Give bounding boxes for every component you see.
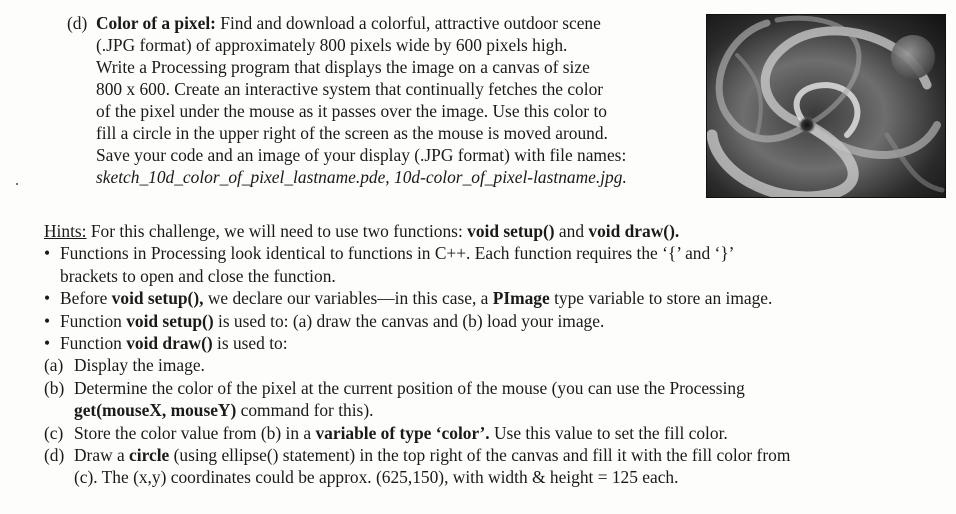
sub-b-text2: command for this). xyxy=(236,400,374,421)
sub-c-bold: variable of type ‘color’. xyxy=(315,422,490,443)
hint-2-text-b: we declare our variables—in this case, a xyxy=(203,288,493,309)
hints-label: Hints: xyxy=(44,221,87,241)
hints-intro-and: and xyxy=(554,221,589,241)
bullet-icon: • xyxy=(44,288,51,309)
task-line-4: 800 x 600. Create an interactive system that continually fetches the color xyxy=(96,79,604,99)
hint-3-text-a: Function xyxy=(60,310,127,331)
sub-b-text: Determine the color of the pixel at the current position of the mouse (you can use the Processing xyxy=(74,377,745,398)
scan-speck xyxy=(16,183,18,185)
hint-bullet-1 xyxy=(44,242,944,264)
hint-sub-a xyxy=(44,354,944,376)
sub-b-label: (b) xyxy=(44,377,65,398)
hint-2-pimage: PImage xyxy=(492,288,550,309)
hint-4-text-a: Function xyxy=(60,333,127,354)
hints-intro-setup: void setup() xyxy=(467,221,555,241)
hint-bullet-4 xyxy=(44,332,944,354)
hint-2-setup: void setup(), xyxy=(111,288,204,309)
hint-bullet-1-cont: brackets to open and close the function. xyxy=(60,265,336,286)
hint-sub-b-cont xyxy=(44,399,944,421)
hint-sub-b xyxy=(44,377,944,399)
task-line-3: Write a Processing program that displays the image on a canvas of size xyxy=(96,57,590,77)
bullet-icon: • xyxy=(44,333,51,354)
hint-bullet-2 xyxy=(44,287,944,309)
hint-2-text-a: Before xyxy=(60,288,112,309)
hints-intro-text: For this challenge, we will need to use two functions: xyxy=(86,221,468,241)
bullet-icon: • xyxy=(44,243,51,264)
hint-sub-d xyxy=(44,444,944,466)
task-letter: (d) xyxy=(67,13,88,33)
hints-intro xyxy=(44,220,944,242)
hint-bullet-3 xyxy=(44,310,944,332)
task-line-6: fill a circle in the upper right of the screen as the mouse is moved around. xyxy=(96,123,608,143)
sub-d-text-a: Draw a xyxy=(74,445,130,466)
task-first-line xyxy=(67,12,696,34)
hint-2-text-c: type variable to store an image. xyxy=(549,288,773,309)
hint-3-text-b: is used to: (a) draw the canvas and (b) load your image. xyxy=(213,310,605,331)
hint-1-text: Functions in Processing look identical to functions in C++. Each function requires the ‘{’ and ‘}’ xyxy=(60,243,735,264)
sub-a-text: Display the image. xyxy=(74,355,205,376)
hint-sub-d-cont: (c). The (x,y) coordinates could be approx. (625,150), with width & height = 125 each. xyxy=(74,467,679,488)
hint-3-setup: void setup() xyxy=(126,310,214,331)
task-title: Color of a pixel: xyxy=(96,13,216,33)
hint-4-draw: void draw() xyxy=(126,333,213,354)
sub-b-get: get(mouseX, mouseY) xyxy=(74,400,237,421)
task-filenames: sketch_10d_color_of_pixel_lastname.pde, 10d-color_of_pixel-lastname.jpg. xyxy=(96,167,627,187)
bullet-icon: • xyxy=(44,310,51,331)
hint-4-text-b: is used to: xyxy=(212,333,288,354)
sub-c-label: (c) xyxy=(44,422,64,443)
sub-a-label: (a) xyxy=(44,355,64,376)
sub-d-label: (d) xyxy=(44,445,65,466)
task-line-2: (.JPG format) of approximately 800 pixels wide by 600 pixels high. xyxy=(96,35,568,55)
sub-d-circle: circle xyxy=(129,445,170,466)
task-paragraph xyxy=(67,12,696,188)
sub-d-text-b: (using ellipse() statement) in the top right of the canvas and fill it with the fill color from xyxy=(169,445,791,466)
task-line-5: of the pixel under the mouse as it passes over the image. Use this color to xyxy=(96,101,607,121)
hints-section xyxy=(44,220,944,489)
task-line-7: Save your code and an image of your display (.JPG format) with file names: xyxy=(96,145,627,165)
sub-c-text-b: Use this value to set the fill color. xyxy=(489,422,728,443)
hurricane-photo xyxy=(706,14,946,198)
sub-c-text-a: Store the color value from (b) in a xyxy=(74,422,316,443)
hint-sub-c xyxy=(44,422,944,444)
task-line-1: Find and download a colorful, attractive outdoor scene xyxy=(215,13,601,33)
hints-intro-draw: void draw(). xyxy=(588,221,680,241)
